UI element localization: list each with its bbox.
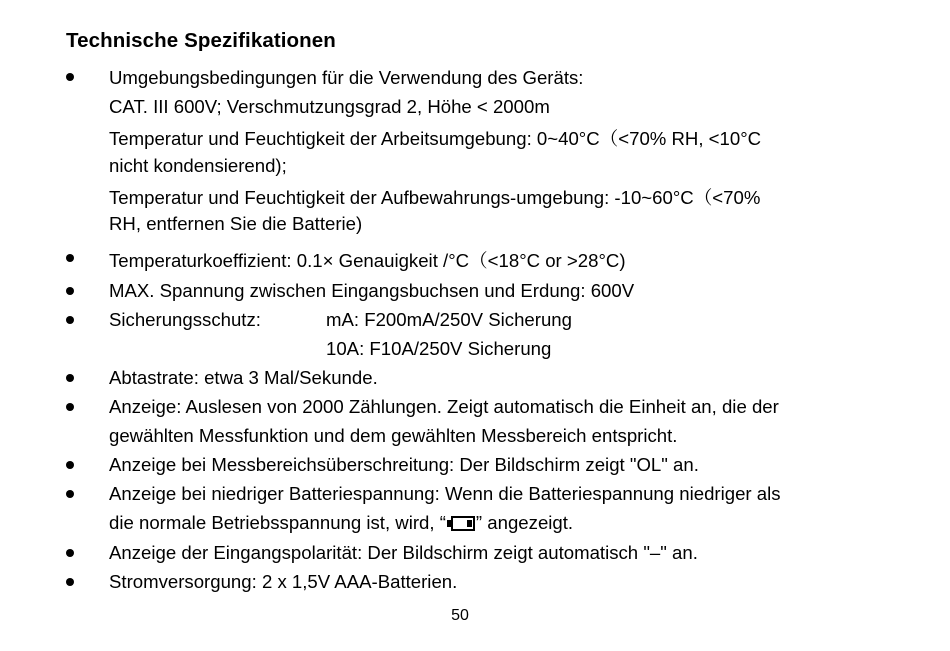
bullet-dot	[66, 490, 74, 498]
power-supply: Stromversorgung: 2 x 1,5V AAA-Batterien.	[109, 571, 458, 592]
low-battery-icon	[447, 516, 475, 531]
bullet-dot	[66, 374, 74, 382]
low-battery-line-2	[109, 512, 573, 534]
bullet-dot	[66, 73, 74, 81]
bullet-dot	[66, 549, 74, 557]
env-line-3: Temperatur und Feuchtigkeit der Arbeitsumgebung: 0~40°C（<70% RH, <10°C	[109, 128, 762, 149]
low-battery-text-before: die normale Betriebsspannung ist, wird, “	[109, 512, 446, 533]
display-line-1: Anzeige: Auslesen von 2000 Zählungen. Zeigt automatisch die Einheit an, die der	[109, 396, 779, 417]
bullet-dot	[66, 578, 74, 586]
bullet-dot	[66, 403, 74, 411]
sampling-rate: Abtastrate: etwa 3 Mal/Sekunde.	[109, 367, 378, 388]
env-line-5: Temperatur und Feuchtigkeit der Aufbewahrungs-umgebung: -10~60°C（<70%	[109, 187, 761, 208]
env-line-1: Umgebungsbedingungen für die Verwendung des Geräts:	[109, 67, 584, 88]
polarity: Anzeige der Eingangspolarität: Der Bildschirm zeigt automatisch "–" an.	[109, 542, 698, 563]
display-line-2: gewählten Messfunktion und dem gewählten Messbereich entspricht.	[109, 425, 678, 446]
low-battery-line-1: Anzeige bei niedriger Batteriespannung: Wenn die Batteriespannung niedriger als	[109, 483, 781, 504]
page-number: 50	[451, 607, 469, 624]
bullet-dot	[66, 316, 74, 324]
overrange: Anzeige bei Messbereichsüberschreitung: Der Bildschirm zeigt "OL" an.	[109, 454, 699, 475]
env-line-4: nicht kondensierend);	[109, 155, 287, 176]
fuse-label: Sicherungsschutz:	[109, 309, 261, 330]
temp-coefficient: Temperaturkoeffizient: 0.1× Genauigkeit /°C（<18°C or >28°C)	[109, 250, 626, 271]
env-line-6: RH, entfernen Sie die Batterie)	[109, 213, 363, 234]
fuse-10a: 10A: F10A/250V Sicherung	[326, 338, 552, 359]
low-battery-text-after: ” angezeigt.	[475, 512, 574, 533]
max-voltage: MAX. Spannung zwischen Eingangsbuchsen und Erdung: 600V	[109, 280, 635, 301]
page-title: Technische Spezifikationen	[66, 29, 336, 52]
bullet-dot	[66, 461, 74, 469]
env-line-2: CAT. III 600V; Verschmutzungsgrad 2, Höhe < 2000m	[109, 96, 550, 117]
fuse-ma: mA: F200mA/250V Sicherung	[326, 309, 572, 330]
bullet-dot	[66, 287, 74, 295]
bullet-dot	[66, 254, 74, 262]
